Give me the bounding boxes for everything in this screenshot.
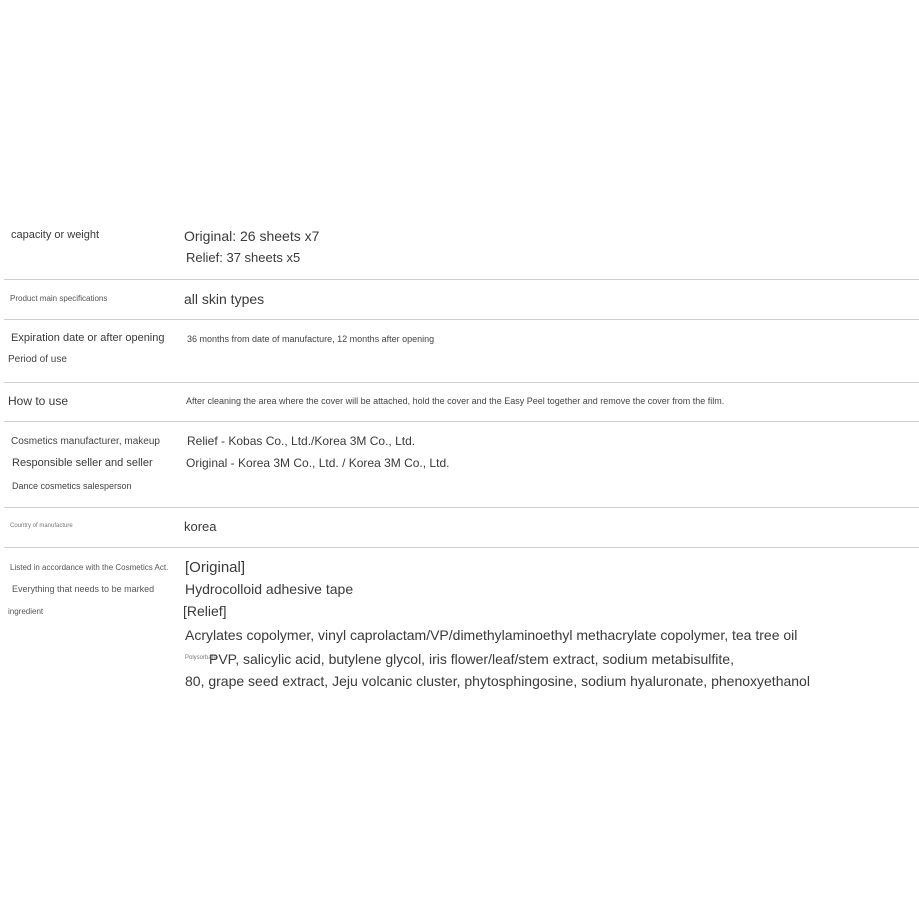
how-to-use-label: How to use: [8, 394, 69, 408]
row-divider: [4, 421, 919, 422]
manufacturer-value-relief: Relief - Kobas Co., Ltd./Korea 3M Co., Ltd.: [187, 434, 416, 448]
ingredients-line-original-heading: [Original]: [185, 559, 246, 576]
row-divider: [4, 547, 919, 548]
ingredients-line-relief-heading: [Relief]: [183, 603, 227, 619]
manufacturer-label-line2: Responsible seller and seller: [12, 457, 153, 469]
country-value: korea: [184, 519, 217, 534]
ingredients-line-relief-3: 80, grape seed extract, Jeju volcanic cluster, phytosphingosine, sodium hyaluronate, phenoxyethanol: [185, 673, 810, 689]
ingredients-label-line2: Everything that needs to be marked: [12, 584, 155, 594]
country-label: Country of manufacture: [10, 523, 73, 529]
manufacturer-value-original: Original - Korea 3M Co., Ltd. / Korea 3M Co., Ltd.: [186, 456, 450, 470]
specs-value: all skin types: [184, 291, 265, 307]
capacity-value-relief: Relief: 37 sheets x5: [186, 250, 301, 265]
ingredients-line-original: Hydrocolloid adhesive tape: [185, 581, 354, 597]
specs-label: Product main specifications: [10, 294, 108, 303]
ingredients-label-line3: ingredient: [8, 607, 44, 616]
ingredients-inline-note: Polysorbate: [185, 655, 217, 661]
row-divider: [4, 279, 919, 280]
expiration-value: 36 months from date of manufacture, 12 months after opening: [187, 334, 435, 344]
row-divider: [4, 382, 919, 383]
ingredients-label-line1: Listed in accordance with the Cosmetics Act.: [10, 563, 169, 572]
manufacturer-label-line3: Dance cosmetics salesperson: [12, 481, 132, 491]
capacity-value-original: Original: 26 sheets x7: [184, 228, 320, 244]
expiration-label-line1: Expiration date or after opening: [11, 332, 165, 344]
row-divider: [4, 319, 919, 320]
ingredients-line-relief-2: PVP, salicylic acid, butylene glycol, iris flower/leaf/stem extract, sodium metabisulfite,: [209, 651, 734, 667]
ingredients-line-relief-1: Acrylates copolymer, vinyl caprolactam/VP/dimethylaminoethyl methacrylate copolymer, tea tree oil: [185, 627, 798, 643]
how-to-use-value: After cleaning the area where the cover will be attached, hold the cover and the Easy Peel together and remove the cover from the film.: [186, 396, 725, 406]
manufacturer-label-line1: Cosmetics manufacturer, makeup: [11, 436, 160, 447]
capacity-label: capacity or weight: [11, 229, 100, 241]
expiration-label-line2: Period of use: [8, 354, 67, 365]
row-divider: [4, 507, 919, 508]
